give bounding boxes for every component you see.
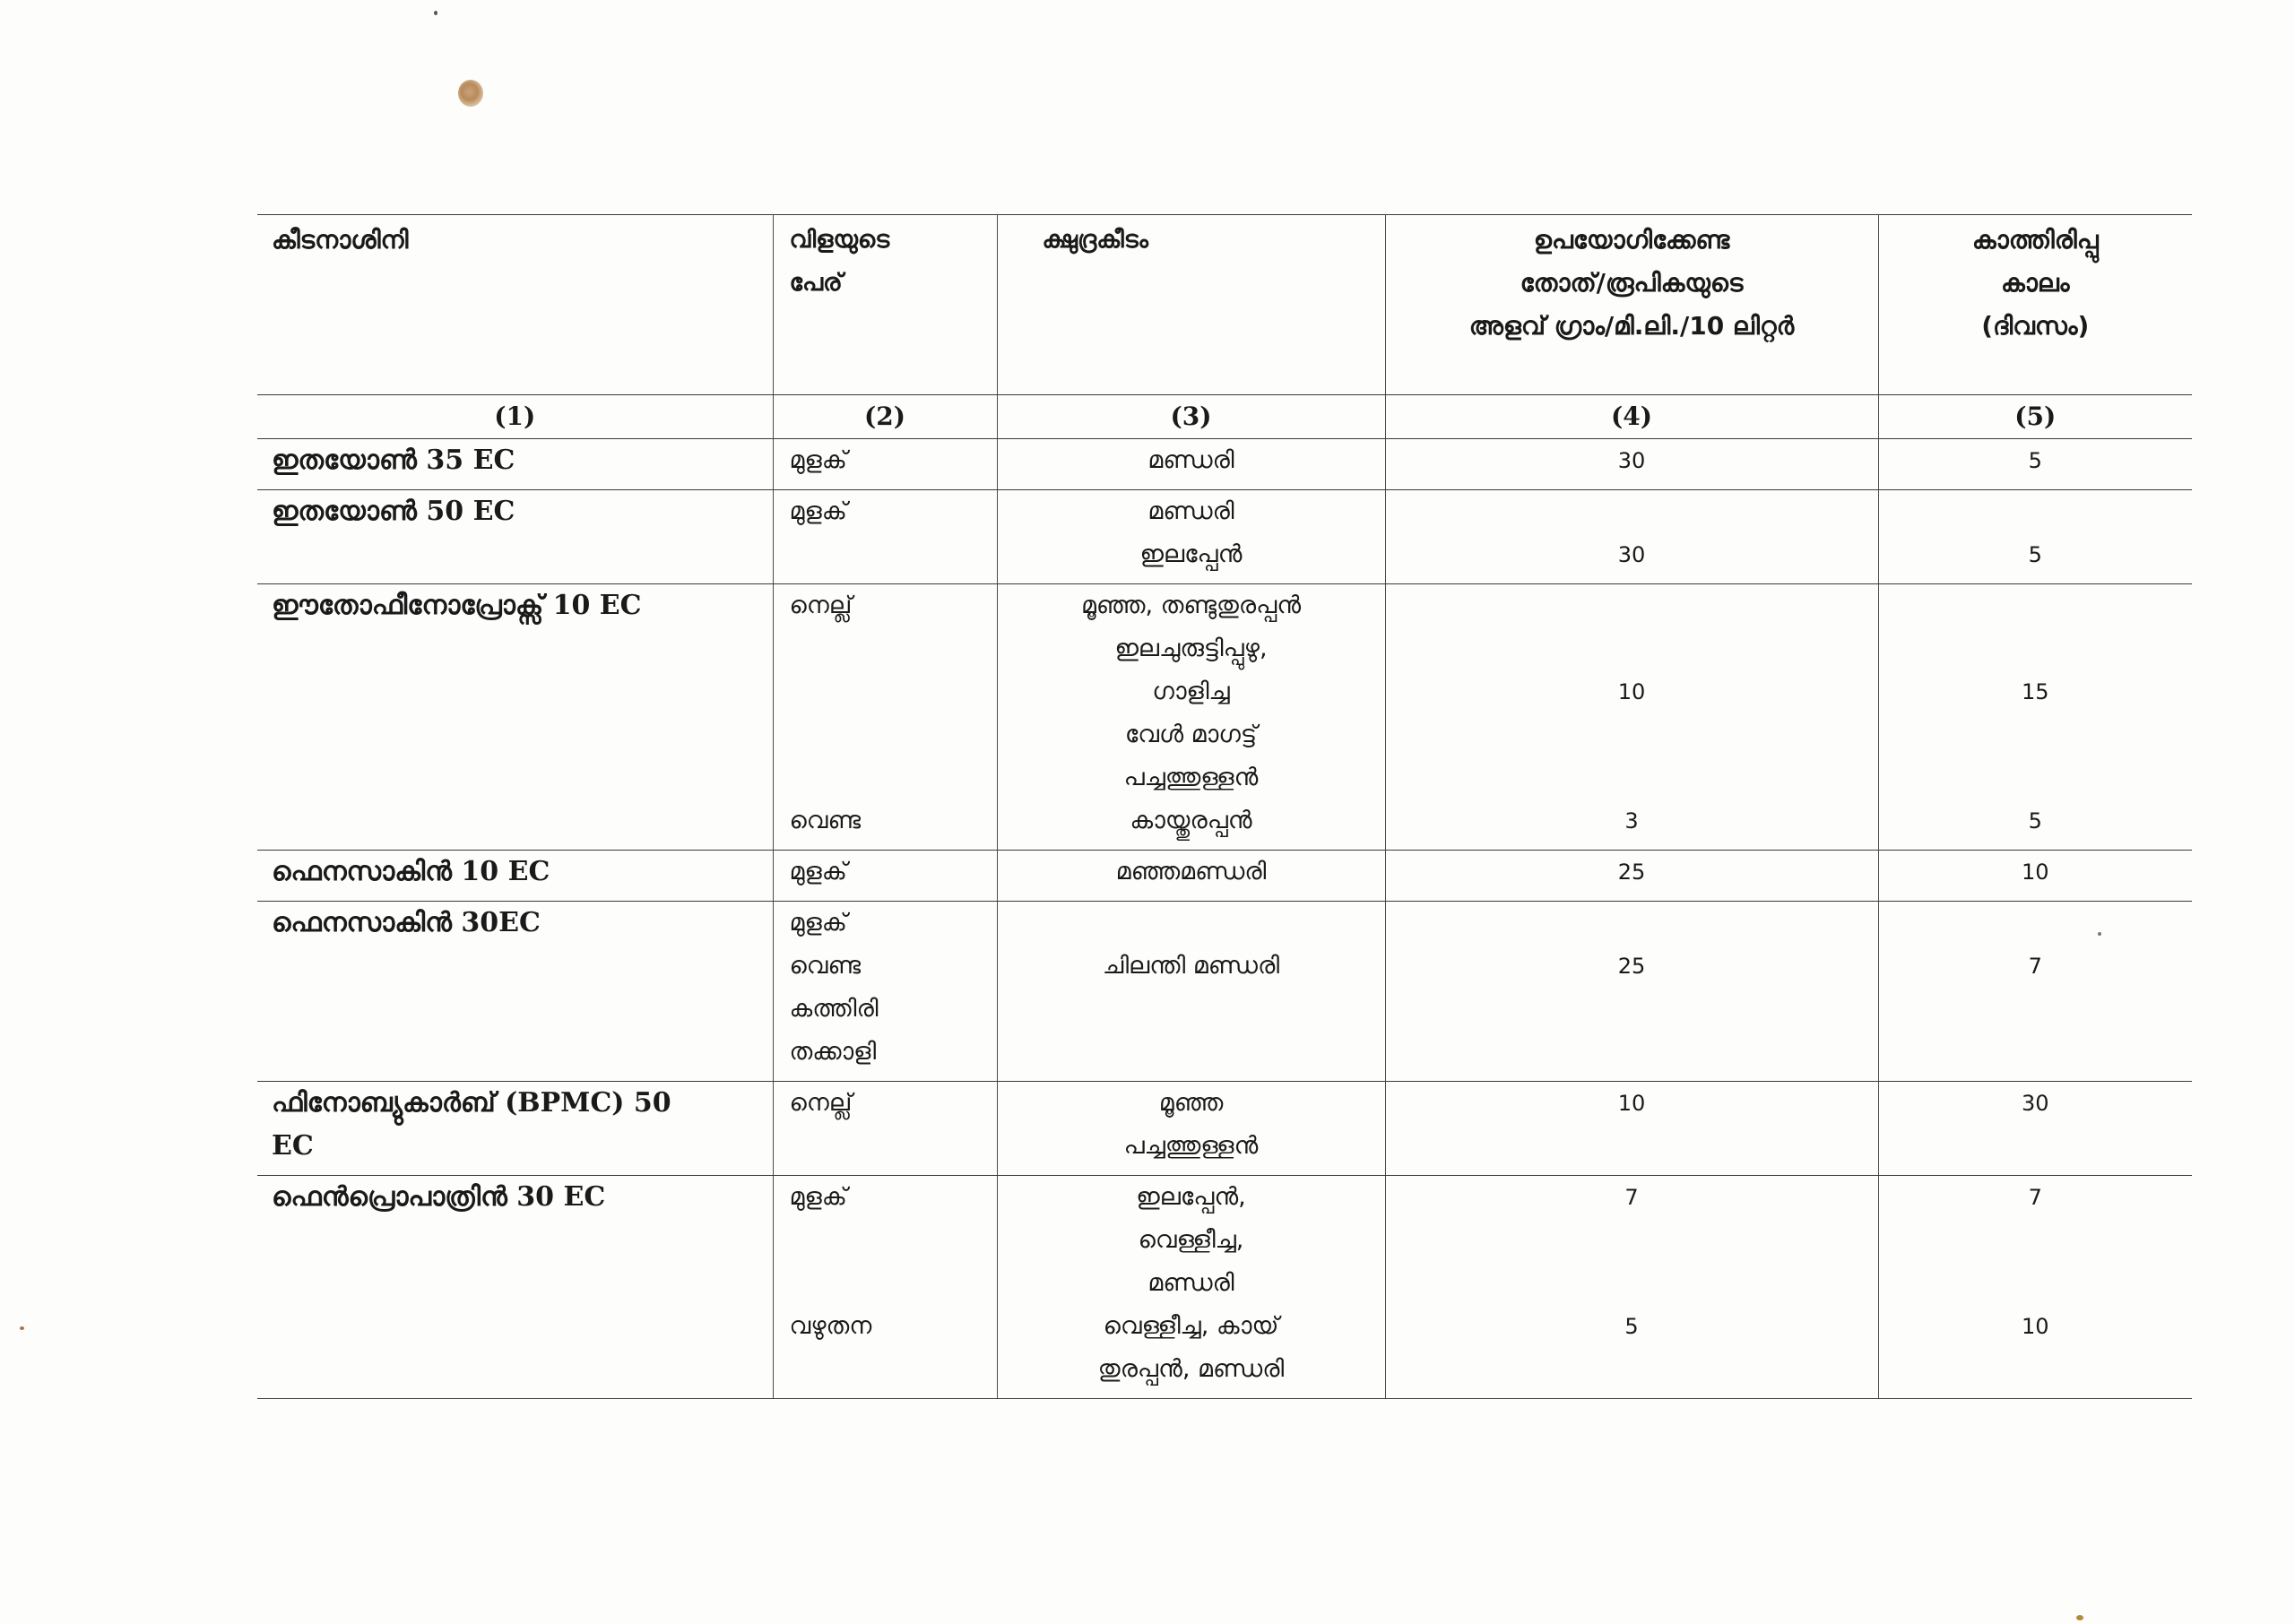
- pest-line: വെള്ളീച്ച,: [1138, 1226, 1244, 1254]
- crop-line: വെണ്ട: [789, 807, 862, 834]
- crop-line: നെല്ല്: [789, 592, 853, 619]
- header-insecticide: [257, 215, 773, 395]
- insecticide-line: ഫെനസാകിൻ 10 EC: [272, 856, 550, 887]
- header-waiting-period: [1878, 215, 2192, 395]
- insecticide-cell: [257, 584, 773, 851]
- dose-cell: [1385, 1082, 1878, 1176]
- crop-line: [790, 670, 997, 713]
- pest-line: ചിലന്തി മണ്ഡരി: [1102, 952, 1280, 980]
- dose-cell: [1385, 1176, 1878, 1399]
- table-row: [257, 1176, 2192, 1399]
- table-row: [257, 490, 2192, 584]
- dose-line: [1386, 1262, 1878, 1305]
- dose-line: 3: [1624, 808, 1639, 834]
- scan-stain: [458, 80, 483, 107]
- crop-line: കത്തിരി: [789, 995, 879, 1023]
- waiting-period-line: [1879, 490, 2193, 533]
- table-row: [257, 439, 2192, 490]
- insecticide-table: [257, 214, 2192, 1399]
- insecticide-cell: [257, 490, 773, 584]
- pest-cell: [997, 1176, 1385, 1399]
- dose-line: 30: [1617, 542, 1646, 567]
- waiting-period-line: 15: [2021, 679, 2049, 704]
- crop-line: [790, 756, 997, 799]
- dose-cell: [1385, 439, 1878, 490]
- crop-line: മുളക്: [789, 1183, 847, 1211]
- pest-line: മണ്ഡരി: [1148, 446, 1234, 474]
- pest-line: [998, 902, 1385, 945]
- header-dose-line: അളവ് ഗ്രാം/മി.ലി./10 ലിറ്റർ: [1468, 311, 1795, 341]
- pest-cell: [997, 1082, 1385, 1176]
- crop-cell: [773, 1082, 997, 1176]
- table-row: [257, 584, 2192, 851]
- pest-cell: [997, 851, 1385, 902]
- dose-line: 7: [1624, 1185, 1639, 1210]
- waiting-period-line: 7: [2028, 954, 2042, 979]
- pest-line: വേൾ മാഗട്ട്: [1124, 721, 1258, 748]
- insecticide-cell: [257, 851, 773, 902]
- table-row: [257, 851, 2192, 902]
- pest-line: മണ്ഡരി: [1148, 497, 1234, 525]
- insecticide-line: ഫെൻപ്രൊപാത്രിൻ 30 EC: [272, 1181, 606, 1213]
- insecticide-line: ഫിനോബ്യുകാർബ് (BPMC) 50: [272, 1087, 671, 1119]
- waiting-period-cell: [1878, 1082, 2192, 1176]
- header-pest: [997, 215, 1385, 395]
- insecticide-line: ഇതയോൺ 35 EC: [272, 445, 515, 476]
- waiting-period-cell: [1878, 439, 2192, 490]
- dose-cell: [1385, 490, 1878, 584]
- waiting-period-line: [1879, 713, 2193, 756]
- insecticide-cell: [257, 439, 773, 490]
- pest-line: ഇലചുരുട്ടിപ്പുഴു,: [1114, 635, 1268, 662]
- pest-cell: [997, 584, 1385, 851]
- dose-line: 30: [1617, 448, 1646, 473]
- column-number: (3): [997, 395, 1385, 439]
- header-wait-line: (ദിവസം): [1981, 311, 2090, 341]
- waiting-period-line: [1879, 1262, 2193, 1305]
- dose-line: 25: [1617, 954, 1646, 979]
- pest-cell: [997, 490, 1385, 584]
- scan-speck: [2076, 1615, 2083, 1620]
- header-wait-line: കാലം: [2000, 268, 2070, 298]
- waiting-period-cell: [1878, 1176, 2192, 1399]
- crop-line: [790, 1219, 997, 1262]
- insecticide-line: ഫെനസാകിൻ 30EC: [272, 907, 541, 938]
- crop-cell: [773, 902, 997, 1082]
- header-dose-line: ഉപയോഗിക്കേണ്ട: [1533, 225, 1730, 255]
- scan-speck: [20, 1326, 24, 1330]
- dose-cell: [1385, 902, 1878, 1082]
- header-pest-label: ക്ഷുദ്രകീടം: [1042, 226, 1148, 254]
- column-number-row: [257, 395, 2192, 439]
- pest-line: തുരപ്പൻ, മണ്ഡരി: [1097, 1355, 1285, 1383]
- insecticide-line: ഈതോഫീനോപ്രോക്സ് 10 EC: [272, 590, 642, 621]
- crop-line: മുളക്: [789, 446, 847, 474]
- dose-line: [1386, 713, 1878, 756]
- waiting-period-line: 10: [2021, 1314, 2049, 1339]
- crop-cell: [773, 584, 997, 851]
- header-row: [257, 215, 2192, 395]
- dose-cell: [1385, 584, 1878, 851]
- dose-line: [1386, 627, 1878, 670]
- column-number: (4): [1385, 395, 1878, 439]
- crop-cell: [773, 439, 997, 490]
- waiting-period-line: 7: [2028, 1185, 2042, 1210]
- insecticide-line: ഇതയോൺ 50 EC: [272, 496, 515, 527]
- pest-line: വെള്ളീച്ച, കായ്: [1103, 1312, 1279, 1340]
- pest-line: പച്ചത്തുള്ളൻ: [1123, 764, 1259, 791]
- waiting-period-line: [1879, 902, 2193, 945]
- dose-line: [1386, 584, 1878, 627]
- waiting-period-line: [1879, 756, 2193, 799]
- header-crop: [773, 215, 997, 395]
- insecticide-cell: [257, 1176, 773, 1399]
- dose-line: 10: [1617, 679, 1646, 704]
- dose-cell: [1385, 851, 1878, 902]
- crop-line: വെണ്ട: [789, 952, 862, 980]
- crop-line: [790, 1262, 997, 1305]
- waiting-period-line: 5: [2028, 808, 2042, 834]
- header-crop-line: പേര്: [789, 269, 843, 297]
- scan-speck: [434, 11, 437, 15]
- pest-line: മണ്ഡരി: [1148, 1269, 1234, 1297]
- dose-line: [1386, 1219, 1878, 1262]
- pest-line: പച്ചത്തുള്ളൻ: [1123, 1132, 1259, 1160]
- waiting-period-line: 30: [2021, 1091, 2049, 1116]
- header-insecticide-label: കീടനാശിനി: [272, 225, 409, 255]
- dose-line: 25: [1617, 860, 1646, 885]
- dose-line: [1386, 902, 1878, 945]
- pest-line: ഇലപ്പേൻ,: [1136, 1183, 1246, 1211]
- waiting-period-line: [1879, 627, 2193, 670]
- pest-line: ഇലപ്പേൻ: [1139, 540, 1243, 568]
- pest-line: മൂഞ്ഞ, തണ്ടുതുരപ്പൻ: [1080, 592, 1302, 619]
- crop-line: മുളക്: [789, 909, 847, 937]
- crop-line: വഴുതന: [789, 1312, 872, 1340]
- waiting-period-cell: [1878, 584, 2192, 851]
- waiting-period-line: 5: [2028, 542, 2042, 567]
- header-dose: [1385, 215, 1878, 395]
- waiting-period-line: 10: [2021, 860, 2049, 885]
- pest-line: കായ്തുരപ്പൻ: [1130, 807, 1252, 834]
- crop-cell: [773, 1176, 997, 1399]
- dose-line: 10: [1617, 1091, 1646, 1116]
- crop-line: തക്കാളി: [789, 1038, 877, 1066]
- crop-cell: [773, 490, 997, 584]
- header-wait-line: കാത്തിരിപ്പു: [1971, 225, 2099, 255]
- crop-line: [790, 627, 997, 670]
- table-row: [257, 902, 2192, 1082]
- waiting-period-line: [1879, 1219, 2193, 1262]
- insecticide-cell: [257, 1082, 773, 1176]
- pest-cell: [997, 902, 1385, 1082]
- waiting-period-line: 5: [2028, 448, 2042, 473]
- waiting-period-cell: [1878, 851, 2192, 902]
- header-crop-line: വിളയുടെ: [789, 226, 890, 254]
- header-dose-line: തോത്/രൂപികയുടെ: [1520, 268, 1744, 298]
- dose-line: [1386, 756, 1878, 799]
- column-number: (5): [1878, 395, 2192, 439]
- crop-line: മുളക്: [789, 497, 847, 525]
- crop-line: [790, 713, 997, 756]
- pest-line: മൂഞ്ഞ: [1158, 1089, 1224, 1117]
- dose-line: [1386, 490, 1878, 533]
- insecticide-cell: [257, 902, 773, 1082]
- waiting-period-cell: [1878, 490, 2192, 584]
- waiting-period-line: [1879, 584, 2193, 627]
- insecticide-line: EC: [272, 1130, 314, 1162]
- pest-cell: [997, 439, 1385, 490]
- pest-line: ഗാളിച്ച: [1152, 678, 1230, 705]
- crop-line: നെല്ല്: [789, 1089, 853, 1117]
- waiting-period-cell: [1878, 902, 2192, 1082]
- pest-line: മഞ്ഞമണ്ഡരി: [1115, 858, 1267, 885]
- dose-line: 5: [1624, 1314, 1639, 1339]
- table-row: [257, 1082, 2192, 1176]
- column-number: (2): [773, 395, 997, 439]
- crop-line: മുളക്: [789, 858, 847, 885]
- column-number: (1): [257, 395, 773, 439]
- crop-cell: [773, 851, 997, 902]
